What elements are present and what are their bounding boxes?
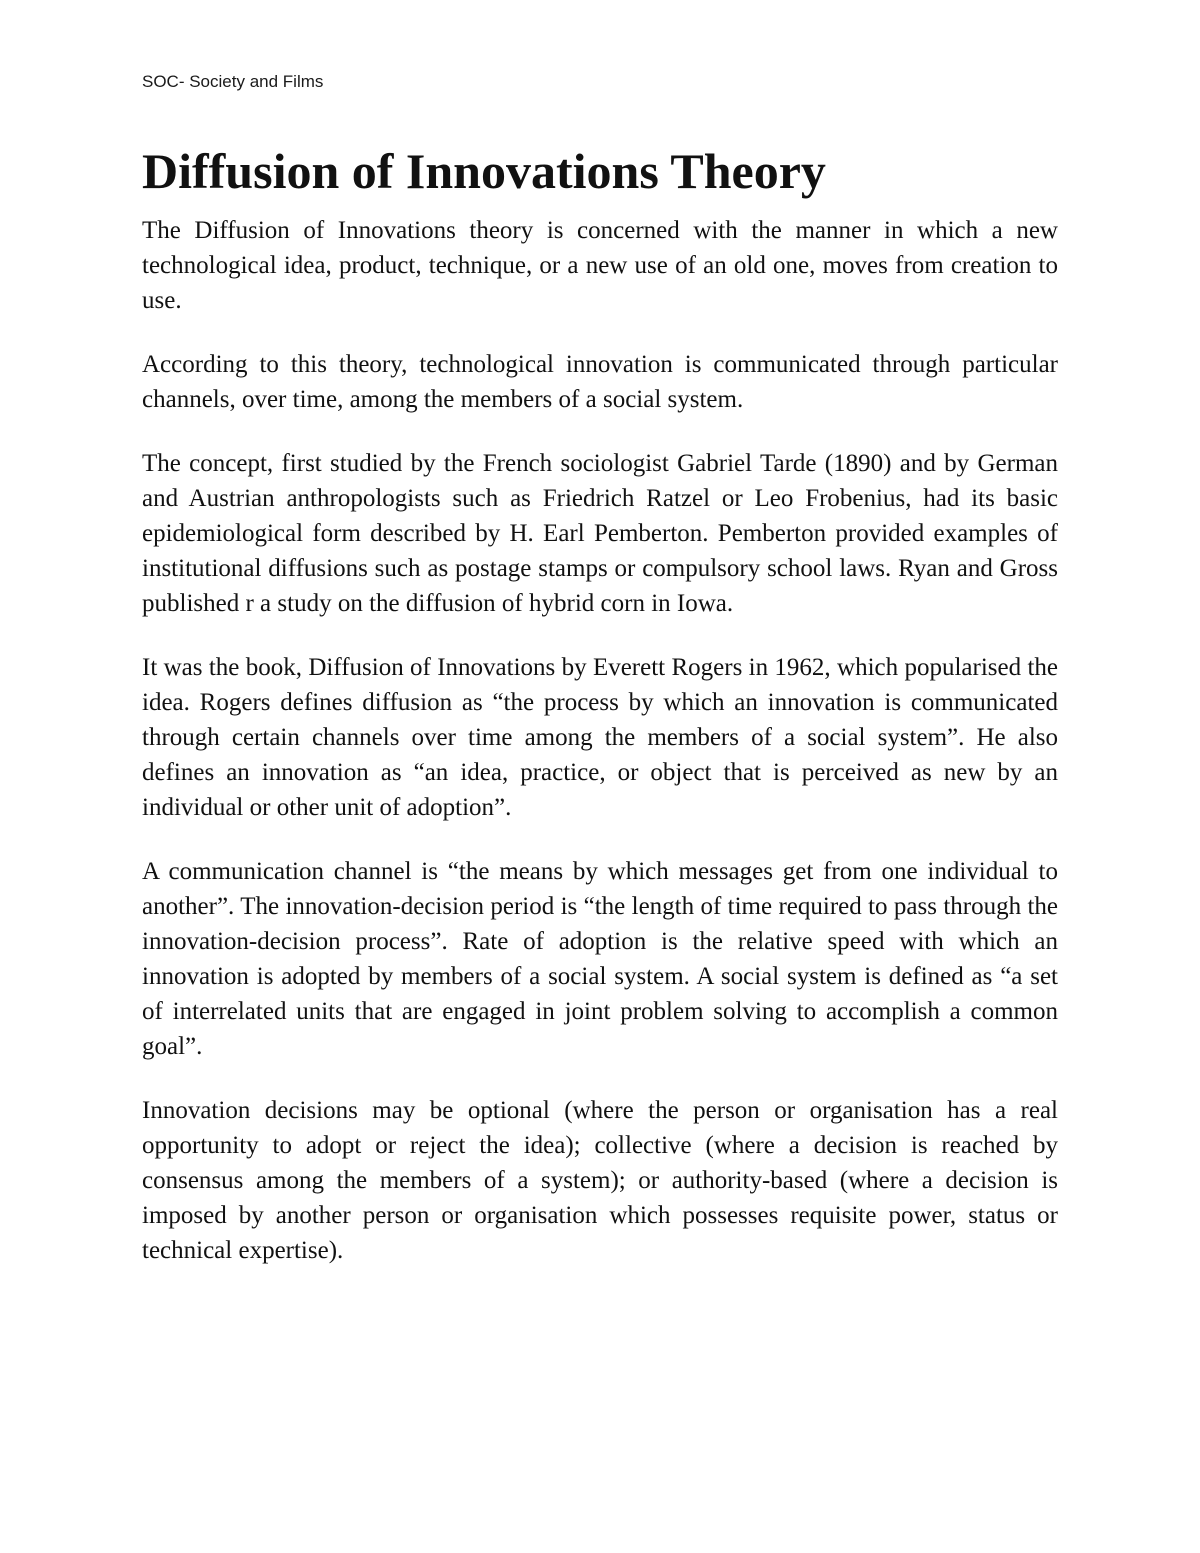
paragraph-intro: The Diffusion of Innovations theory is concerned with the manner in which a new technological idea, product, technique, or a new use of an old one, moves from creation to use.: [142, 216, 1058, 314]
document-body: [142, 140, 1058, 1297]
paragraph-history: The concept, first studied by the French sociologist Gabriel Tarde (1890) and by German and Austrian anthropologists such as Friedrich Ratzel or Leo Frobenius, had its basic epidemiological form described by H. Earl Pemberton. Pemberton provided examples of institutional diffusions such as postage stamps or compulsory school laws. Ryan and Gross published r a study on the diffusion of hybrid corn in Iowa.: [142, 449, 1058, 617]
running-header: SOC- Society and Films: [142, 72, 324, 91]
paragraph-theory-summary: According to this theory, technological innovation is communicated through particular channels, over time, among the members of a social system.: [142, 350, 1058, 413]
paragraph-definitions: A communication channel is “the means by which messages get from one individual to another”. The innovation-decision period is “the length of time required to pass through the innovation-decision process”. Rate of adoption is the relative speed with which an innovation is adopted by members of a social system. A social system is defined as “a set of interrelated units that are engaged in joint problem solving to accomplish a common goal”.: [142, 857, 1058, 1060]
paragraph-rogers: It was the book, Diffusion of Innovations by Everett Rogers in 1962, which popularised the idea. Rogers defines diffusion as “the process by which an innovation is communicated through certain channels over time among the members of a social system”. He also defines an innovation as “an idea, practice, or object that is perceived as new by an individual or other unit of adoption”.: [142, 653, 1058, 821]
paragraph-innovation-decisions: Innovation decisions may be optional (where the person or organisation has a real opportunity to adopt or reject the idea); collective (where a decision is reached by consensus among the members of a system); or authority-based (where a decision is imposed by another person or organisation which possesses requisite power, status or technical expertise).: [142, 1096, 1058, 1264]
document-title: Diffusion of Innovations Theory: [142, 143, 826, 199]
